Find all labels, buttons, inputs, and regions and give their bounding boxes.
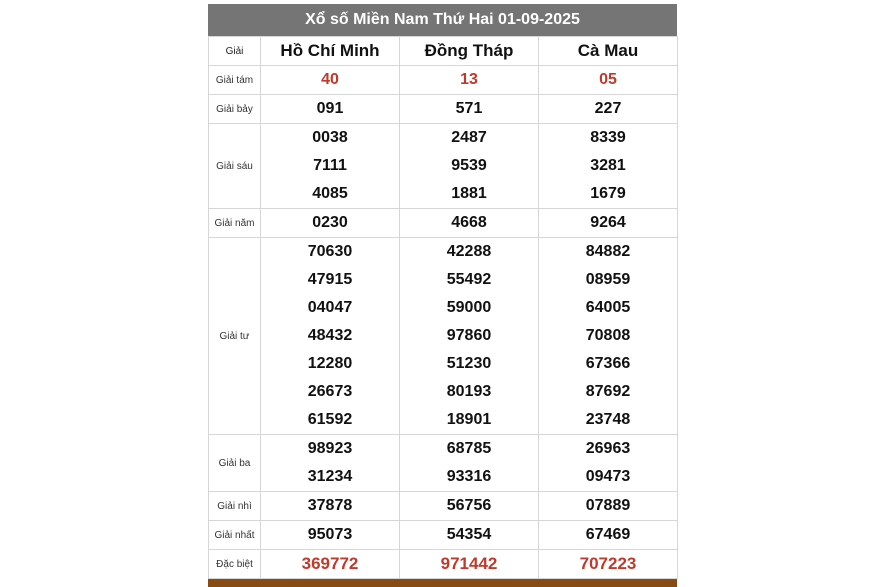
prize-cell-dong-thap [400, 521, 539, 550]
prize-row [209, 435, 678, 492]
prize-number: 40 [321, 71, 339, 88]
prize-cell-ho-chi-minh [261, 238, 400, 435]
prize-label: Giải tám [209, 66, 261, 95]
results-table [208, 36, 678, 579]
province-header-ca-mau: Cà Mau [539, 37, 678, 66]
prize-number: 571 [455, 100, 483, 117]
prize-cell-ca-mau [539, 492, 678, 521]
prize-number: 68785 [446, 440, 492, 457]
page-title: Xổ số Miền Nam Thứ Hai 01-09-2025 [208, 4, 677, 36]
province-header-dong-thap: Đồng Tháp [400, 37, 539, 66]
prize-number: 56756 [446, 497, 492, 514]
prize-number: 95073 [307, 526, 353, 543]
prize-number: 26963 [585, 440, 631, 457]
prize-number: 227 [594, 100, 622, 117]
header-row [209, 37, 678, 66]
prize-number: 1679 [590, 185, 626, 202]
prize-number: 18901 [446, 411, 492, 428]
prize-number: 971442 [440, 554, 498, 573]
prize-cell-ca-mau [539, 521, 678, 550]
results-panel [208, 4, 677, 579]
prize-number: 70630 [307, 243, 353, 260]
prize-row [209, 238, 678, 435]
prize-number: 31234 [307, 468, 353, 485]
prize-cell-dong-thap [400, 550, 539, 579]
prize-number: 84882 [585, 243, 631, 260]
prize-number: 93316 [446, 468, 492, 485]
prize-row [209, 550, 678, 579]
footer-bar [208, 579, 677, 587]
prize-label: Giải nhất [209, 521, 261, 550]
prize-number: 98923 [307, 440, 353, 457]
prize-number: 67469 [585, 526, 631, 543]
prize-number: 13 [460, 71, 478, 88]
prize-number: 04047 [307, 299, 353, 316]
prize-number: 4085 [312, 185, 348, 202]
prize-number: 2487 [451, 129, 487, 146]
prize-number: 59000 [446, 299, 492, 316]
prize-number: 3281 [590, 157, 626, 174]
prize-row [209, 95, 678, 124]
prize-number: 42288 [446, 243, 492, 260]
prize-row [209, 124, 678, 209]
prize-cell-ca-mau [539, 66, 678, 95]
prize-cell-dong-thap [400, 492, 539, 521]
prize-cell-dong-thap [400, 435, 539, 492]
prize-number: 05 [599, 71, 617, 88]
prize-number: 51230 [446, 355, 492, 372]
prize-cell-dong-thap [400, 95, 539, 124]
prize-row [209, 521, 678, 550]
prize-cell-dong-thap [400, 238, 539, 435]
prize-cell-ho-chi-minh [261, 435, 400, 492]
prize-number: 80193 [446, 383, 492, 400]
prize-row [209, 66, 678, 95]
prize-cell-ho-chi-minh [261, 95, 400, 124]
prize-cell-dong-thap [400, 209, 539, 238]
prize-number: 091 [316, 100, 344, 117]
prize-number: 707223 [579, 554, 637, 573]
prize-cell-ca-mau [539, 238, 678, 435]
prize-number: 23748 [585, 411, 631, 428]
prize-number: 87692 [585, 383, 631, 400]
prize-number: 08959 [585, 271, 631, 288]
prize-cell-dong-thap [400, 124, 539, 209]
prize-number: 0230 [312, 214, 348, 231]
prize-cell-ho-chi-minh [261, 492, 400, 521]
prize-number: 8339 [590, 129, 626, 146]
prize-number: 97860 [446, 327, 492, 344]
prize-number: 4668 [451, 214, 487, 231]
prize-label: Giải năm [209, 209, 261, 238]
prize-number: 369772 [301, 554, 359, 573]
prize-number: 26673 [307, 383, 353, 400]
prize-cell-ca-mau [539, 209, 678, 238]
prize-number: 07889 [585, 497, 631, 514]
prize-number: 54354 [446, 526, 492, 543]
prize-label: Giải tư [209, 238, 261, 435]
prize-cell-ho-chi-minh [261, 521, 400, 550]
prize-number: 7111 [313, 157, 347, 174]
prize-row [209, 209, 678, 238]
prize-number: 67366 [585, 355, 631, 372]
prize-number: 1881 [451, 185, 487, 202]
prize-cell-ca-mau [539, 550, 678, 579]
prize-cell-ho-chi-minh [261, 124, 400, 209]
prize-number: 61592 [307, 411, 353, 428]
prize-label: Giải ba [209, 435, 261, 492]
prize-label: Giải sáu [209, 124, 261, 209]
prize-label: Giải nhì [209, 492, 261, 521]
prize-number: 64005 [585, 299, 631, 316]
prize-number: 09473 [585, 468, 631, 485]
prize-number: 47915 [307, 271, 353, 288]
prize-number: 55492 [446, 271, 492, 288]
prize-row [209, 492, 678, 521]
prize-number: 48432 [307, 327, 353, 344]
prize-number: 9264 [590, 214, 626, 231]
prize-label: Giải bảy [209, 95, 261, 124]
prize-cell-ho-chi-minh [261, 550, 400, 579]
prize-label: Đặc biệt [209, 550, 261, 579]
prize-cell-ho-chi-minh [261, 66, 400, 95]
prize-cell-ho-chi-minh [261, 209, 400, 238]
prize-number: 12280 [307, 355, 353, 372]
prize-cell-ca-mau [539, 95, 678, 124]
prize-number: 70808 [585, 327, 631, 344]
prize-number: 37878 [307, 497, 353, 514]
prize-cell-ca-mau [539, 435, 678, 492]
prize-cell-dong-thap [400, 66, 539, 95]
prize-number: 0038 [312, 129, 348, 146]
province-header-ho-chi-minh: Hồ Chí Minh [261, 37, 400, 66]
prize-cell-ca-mau [539, 124, 678, 209]
prize-number: 9539 [451, 157, 487, 174]
prize-column-header: Giải [209, 37, 261, 66]
